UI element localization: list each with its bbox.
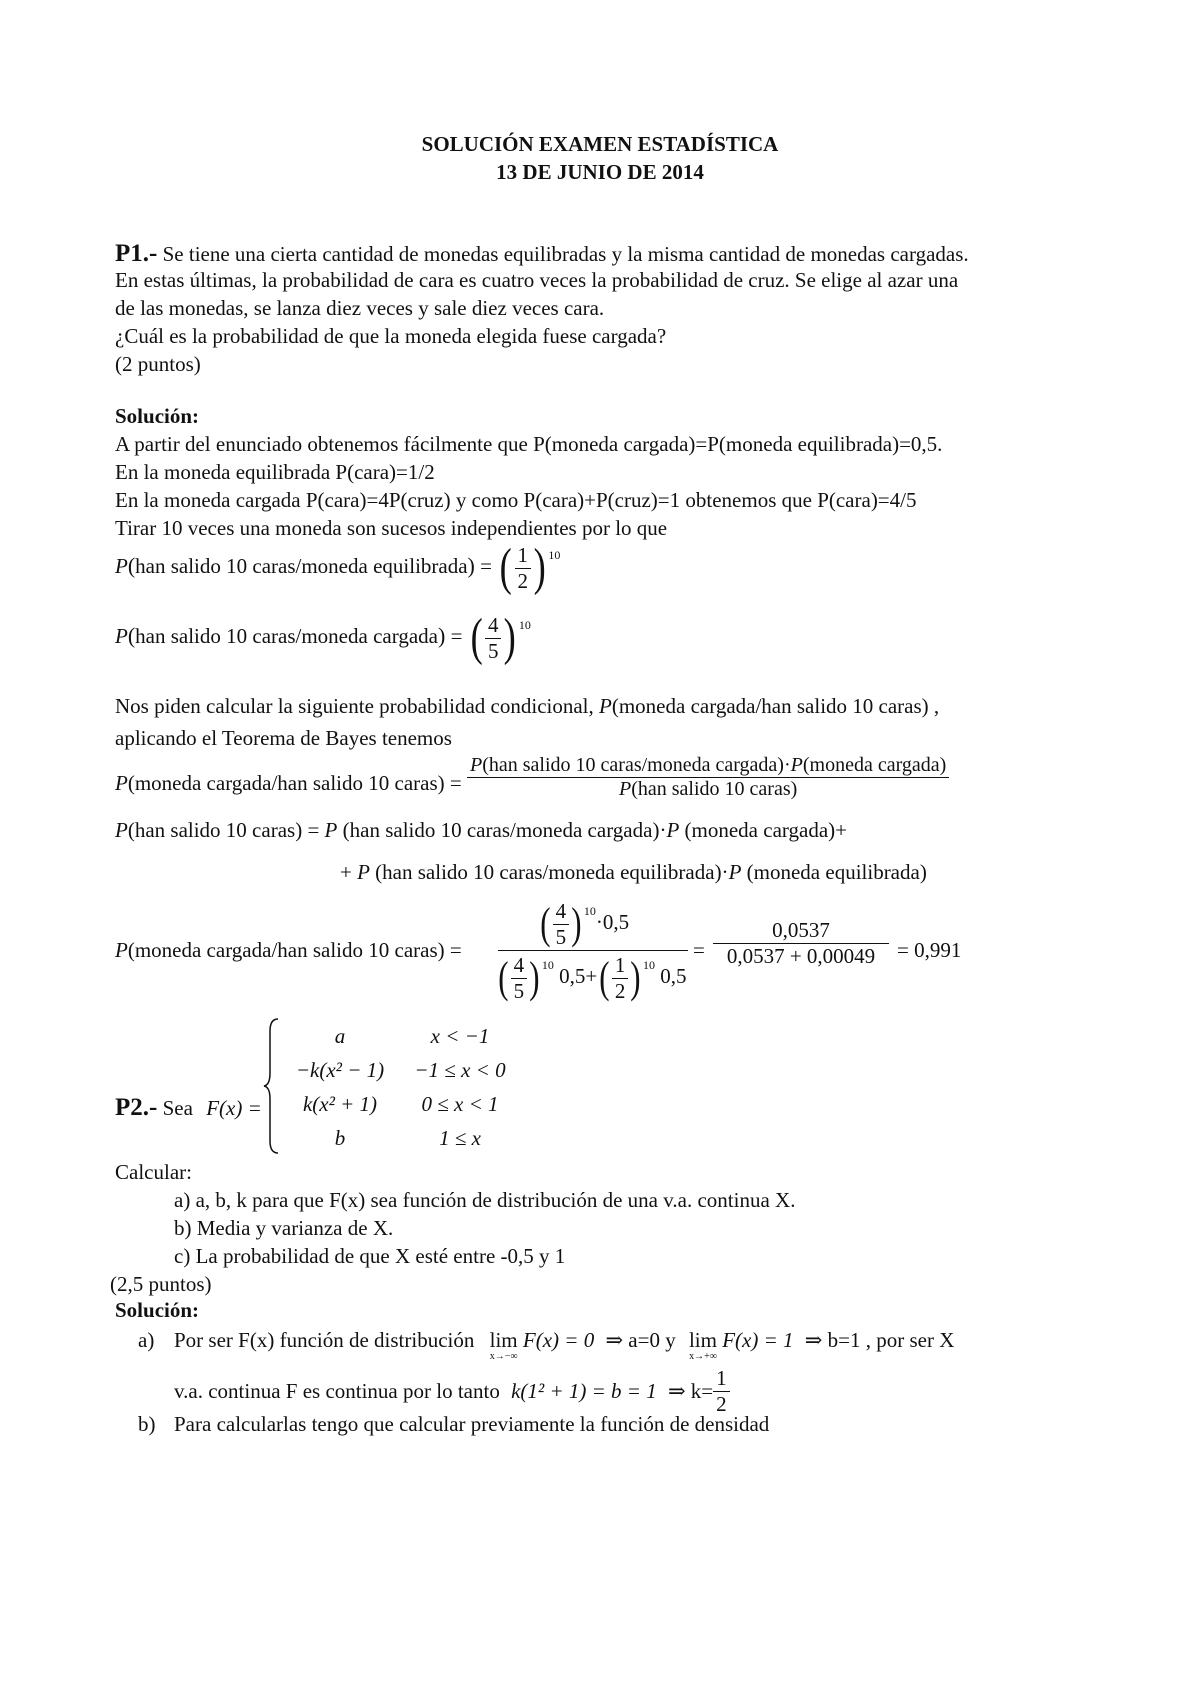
p1-sol-line2: En la moneda equilibrada P(cara)=1/2 — [115, 460, 435, 484]
p2-sol-a-line2: v.a. continua F es continua por lo tanto k(1² + 1) = b = 1 ⇒ k= $\frac{1}{2}$ — [174, 1366, 730, 1417]
p1-statement-line2: En estas últimas, la probabilidad de cara es cuatro veces la probabilidad de cruz. Se elige al azar una — [115, 268, 959, 292]
p1-bayes-text: aplicando el Teorema de Bayes tenemos — [115, 726, 452, 750]
page-subtitle: 13 DE JUNIO DE 2014 — [496, 160, 704, 184]
total-probability-line1: P(han salido 10 caras) = P (han salido 10 caras/moneda cargada)·P (moneda cargada)+ — [115, 818, 847, 842]
equation-fair-coin: P(han salido 10 caras/moneda equilibrada) = ( $\frac{1}{2}$ ) $^{10}$ — [115, 539, 561, 596]
p2-sol-a-marker: a) — [138, 1328, 155, 1352]
p2-item-a: a) a, b, k para que F(x) sea función de distribución de una v.a. continua X. — [174, 1188, 796, 1212]
p2-heading: P2.- Sea F(x) = — [115, 1094, 262, 1121]
piece-cond-4: 1 ≤ x — [439, 1126, 481, 1150]
piece-expr-3: k(x² + 1) — [302, 1092, 378, 1116]
total-probability-line2: + P (han salido 10 caras/moneda equilibrada)·P (moneda equilibrada) — [340, 860, 927, 884]
p2-points: (2,5 puntos) — [110, 1272, 212, 1296]
p1-statement-line1: P1.- Se tiene una cierta cantidad de monedas equilibradas y la misma cantidad de monedas cargadas. — [115, 240, 969, 267]
piecewise-brace — [262, 1017, 282, 1155]
piece-cond-3: 0 ≤ x < 1 — [421, 1092, 499, 1116]
p2-label: P2.- — [115, 1094, 158, 1121]
p2-item-c: c) La probabilidad de que X esté entre -0,5 y 1 — [174, 1244, 566, 1268]
p1-points: (2 puntos) — [115, 352, 201, 376]
exam-page: SOLUCIÓN EXAMEN ESTADÍSTICA 13 DE JUNIO DE 2014 P1.- Se tiene una cierta cantidad de monedas equilibradas y la misma cantidad de monedas cargadas. En estas últimas, la probabilidad de cara es cuatro veces la probabilidad de cruz. Se elige al azar una de las monedas, se lanza diez veces y sale diez veces cara. ¿Cuál es la probabilidad de que la moneda elegida fuese cargada? (2 puntos) Solución: A partir del enunciado obtenemos fácilmente que P(moneda cargada)=P(moneda equilibrada)=0,5. En la moneda equilibrada P(cara)=1/2 En la moneda cargada P(cara)=4P(cruz) y como P(cara)+P(cruz)=1 obtenemos que P(cara)=4/5 Tirar 10 veces una moneda son sucesos independientes por lo que P(han salido 10 caras/moneda equilibrada) = ( $\frac{1}{2}$ ) $^{10}$ P(han salido 10 caras/moneda cargada) = ( $\frac{4}{5}$ ) $^{10}$ Nos piden calcular la siguiente probabilidad condicional, P(moneda cargada/han salido 10 caras) , aplicando el Teorema de Bayes tenemos P(moneda cargada/han salido 10 caras) = $\frac{\text{P(han salido 10 caras/moneda cargada)·P(moneda cargada)}}{\text{P(han salido 10 caras)}}$ P(han salido 10 caras) = P (han salido 10 caras/moneda cargada)·P (moneda cargada)+ + P (han salido 10 caras/moneda equilibrada)·P (moneda equilibrada) P(moneda cargada/han salido 10 caras) = ( $\frac{4}{5}$ ) $^{10}$·0,5 ( $\frac{4}{5}$ ) $^{10}$ 0,5+( $\frac{1}{2}$ ) $^{10}$ 0,5 = 0,0537 0,0537 + 0,00049 = 0,991 P2.- Sea F(x) = a x < −1 −k(x² − 1) −1 ≤ x < 0 k(x² + 1) 0 ≤ x < 1 b 1 ≤ x Calcular: a) a, b, k para que F(x) sea función de distribución de una v.a. continua X. b) Media y varianza de X. c) La probabilidad de que X esté entre -0,5 y 1 (2,5 puntos) Solución: a) Por ser F(x) función de distribución lim x→−∞ F(x) = 0 ⇒ a=0 y lim x→+∞ F(x) = 1 ⇒ b=1 , por ser X v.a. continua F es continua por lo tanto k(1² + 1) = b = 1 ⇒ k= $\frac{1}{2}$ b) Para calcularlas tengo que calcular previamente la función de densidad — [0, 0, 1200, 1698]
p2-item-b: b) Media y varianza de X. — [174, 1216, 394, 1240]
p1-sol-line1: A partir del enunciado obtenemos fácilmente que P(moneda cargada)=P(moneda equilibrada)=0,5. — [115, 432, 943, 456]
piece-cond-1: x < −1 — [430, 1024, 490, 1048]
page-title: SOLUCIÓN EXAMEN ESTADÍSTICA — [421, 132, 779, 156]
p2-sol-a-line1: Por ser F(x) función de distribución lim x→−∞ F(x) = 0 ⇒ a=0 y lim x→+∞ F(x) = 1 ⇒ b=1 , por ser X — [174, 1328, 955, 1362]
piece-expr-1: a — [334, 1024, 346, 1048]
p2-sol-b-text: Para calcularlas tengo que calcular previamente la función de densidad — [174, 1412, 770, 1436]
bayes-formula: P(moneda cargada/han salido 10 caras) = $\frac{\text{P(han salido 10 caras/moneda cargada)·P(moneda cargada)}}{\text{P(han salido 10 caras)}}$ — [115, 754, 949, 801]
p1-conditional-line: Nos piden calcular la siguiente probabilidad condicional, P(moneda cargada/han salido 10 caras) , — [115, 694, 940, 718]
piece-cond-2: −1 ≤ x < 0 — [414, 1058, 506, 1082]
equation-loaded-coin: P(han salido 10 caras/moneda cargada) = ( $\frac{4}{5}$ ) $^{10}$ — [115, 609, 531, 666]
piece-expr-2: −k(x² − 1) — [295, 1058, 385, 1082]
piece-expr-4: b — [334, 1126, 346, 1150]
p2-sol-b-marker: b) — [138, 1412, 156, 1436]
p1-question: ¿Cuál es la probabilidad de que la moneda elegida fuese cargada? — [115, 324, 667, 348]
p1-sol-line4: Tirar 10 veces una moneda son sucesos independientes por lo que — [115, 516, 668, 540]
p2-calc-label: Calcular: — [115, 1160, 192, 1184]
p1-solution-label: Solución: — [115, 404, 200, 428]
p2-solution-label: Solución: — [115, 1298, 200, 1322]
p1-label: P1.- — [115, 240, 158, 267]
p1-sol-line3: En la moneda cargada P(cara)=4P(cruz) y como P(cara)+P(cruz)=1 obtenemos que P(cara)=4/5 — [115, 488, 917, 512]
p1-statement-line3: de las monedas, se lanza diez veces y sale diez veces cara. — [115, 296, 605, 320]
